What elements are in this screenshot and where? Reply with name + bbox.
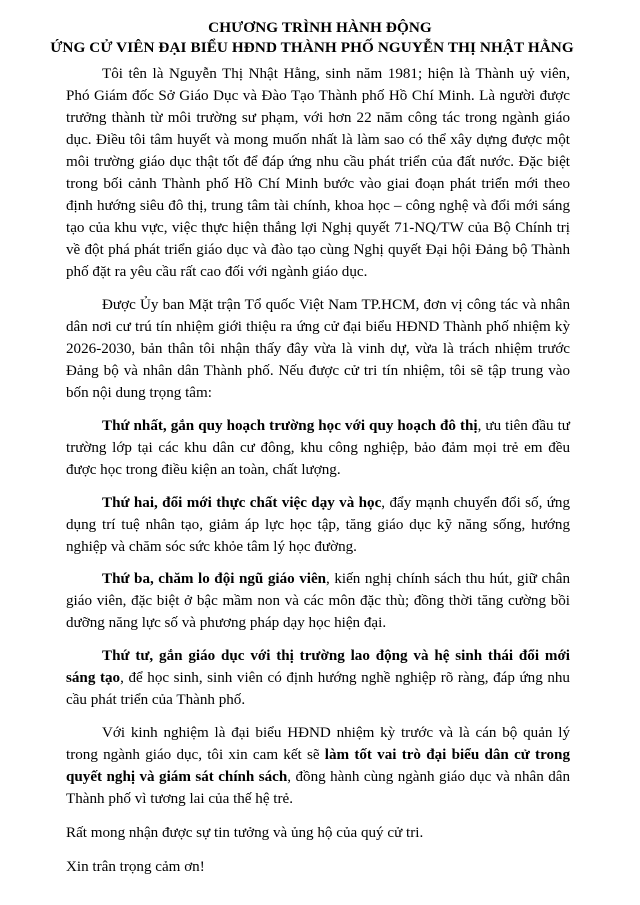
paragraph-point-2 xyxy=(66,493,570,559)
point-4-heading: Thứ tư, gắn giáo dục với thị trường lao động và hệ sinh thái đổi mới sáng tạo xyxy=(66,648,570,687)
paragraph-nomination: Được Ủy ban Mặt trận Tổ quốc Việt Nam TP.HCM, đơn vị công tác và nhân dân nơi cư trú tín nhiệm giới thiệu ra ứng cử đại biểu HĐND Thành phố nhiệm kỳ 2026-2030, bản thân tôi nhận thấy đây vừa là vinh dự, vừa là trách nhiệm trước Đảng bộ và nhân dân Thành phố. Nếu được cử tri tín nhiệm, tôi sẽ tập trung vào bốn nội dung trọng tâm: xyxy=(66,296,570,401)
page-title-line-1: CHƯƠNG TRÌNH HÀNH ĐỘNG xyxy=(208,19,432,36)
paragraph-introduction: Tôi tên là Nguyễn Thị Nhật Hằng, sinh năm 1981; hiện là Thành uỷ viên, Phó Giám đốc Sở Giáo Dục và Đào Tạo Thành phố Hồ Chí Minh. Là người được trưởng thành từ môi trường sư phạm, với hơn 22 năm công tác trong ngành giáo dục. Điều tôi tâm huyết và mong muốn nhất là làm sao có thể xây dựng được một môi trường giáo dục thật tốt để đáp ứng nhu cầu phát triển của đất nước. Đặc biệt trong bối cảnh Thành phố Hồ Chí Minh bước vào giai đoạn phát triển mới theo định hướng siêu đô thị, trung tâm tài chính, khoa học – công nghệ và đổi mới sáng tạo của khu vực, việc thực hiện thắng lợi Nghị quyết 71-NQ/TW của Bộ Chính trị về đột phá phát triển giáo dục và đào tạo cùng Nghị quyết Đại hội Đảng bộ Thành phố đặt ra yêu cầu rất cao đối với ngành giáo dục. xyxy=(66,66,570,281)
paragraph-point-1 xyxy=(66,416,570,482)
point-1-text: , ưu tiên đầu tư trường lớp tại các khu dân cư đông, khu công nghiệp, bảo đảm mọi trẻ em đều được học trong điều kiện an toàn, chất lượng. xyxy=(66,417,570,478)
paragraph-closing-trust: Rất mong nhận được sự tin tưởng và ủng hộ của quý cử tri. xyxy=(66,824,424,841)
point-1-heading: Thứ nhất, gắn quy hoạch trường học với quy hoạch đô thị xyxy=(102,417,478,434)
paragraph-closing-thanks: Xin trân trọng cảm ơn! xyxy=(66,858,205,875)
commitment-text-lead: Với kinh nghiệm là đại biểu HĐND nhiệm kỳ trước và là cán bộ quản lý trong ngành giáo dục, tôi xin cam kết sẽ xyxy=(66,725,570,764)
paragraph-commitment xyxy=(66,723,570,811)
commitment-highlight: làm tốt vai trò đại biểu dân cử trong quyết nghị và giám sát chính sách xyxy=(66,747,570,786)
point-2-text: , đẩy mạnh chuyển đổi số, ứng dụng trí tuệ nhân tạo, giảm áp lực học tập, tăng giáo dục kỹ năng sống, hướng nghiệp và chăm sóc sức khỏe tâm lý học đường. xyxy=(66,494,570,555)
paragraph-point-4 xyxy=(66,646,570,712)
commitment-text-tail: , đồng hành cùng ngành giáo dục và nhân dân Thành phố vì tương lai của thế hệ trẻ. xyxy=(66,769,570,808)
point-2-heading: Thứ hai, đổi mới thực chất việc dạy và học xyxy=(102,494,382,511)
page-title xyxy=(50,18,600,58)
point-3-heading: Thứ ba, chăm lo đội ngũ giáo viên xyxy=(102,571,327,588)
point-3-text: , kiến nghị chính sách thu hút, giữ chân giáo viên, đặc biệt ở bậc mầm non và các môn đặc thù; đồng thời tăng cường bồi dưỡng năng lực số và phương pháp dạy học hiện đại. xyxy=(66,571,570,632)
document-body xyxy=(66,64,570,878)
page-title-line-2: ỨNG CỬ VIÊN ĐẠI BIỂU HĐND THÀNH PHỐ NGUYỄN THỊ NHẬT HẰNG xyxy=(50,39,574,57)
paragraph-point-3 xyxy=(66,569,570,635)
point-4-text: , để học sinh, sinh viên có định hướng nghề nghiệp rõ ràng, đáp ứng nhu cầu phát triển của Thành phố. xyxy=(66,670,570,709)
